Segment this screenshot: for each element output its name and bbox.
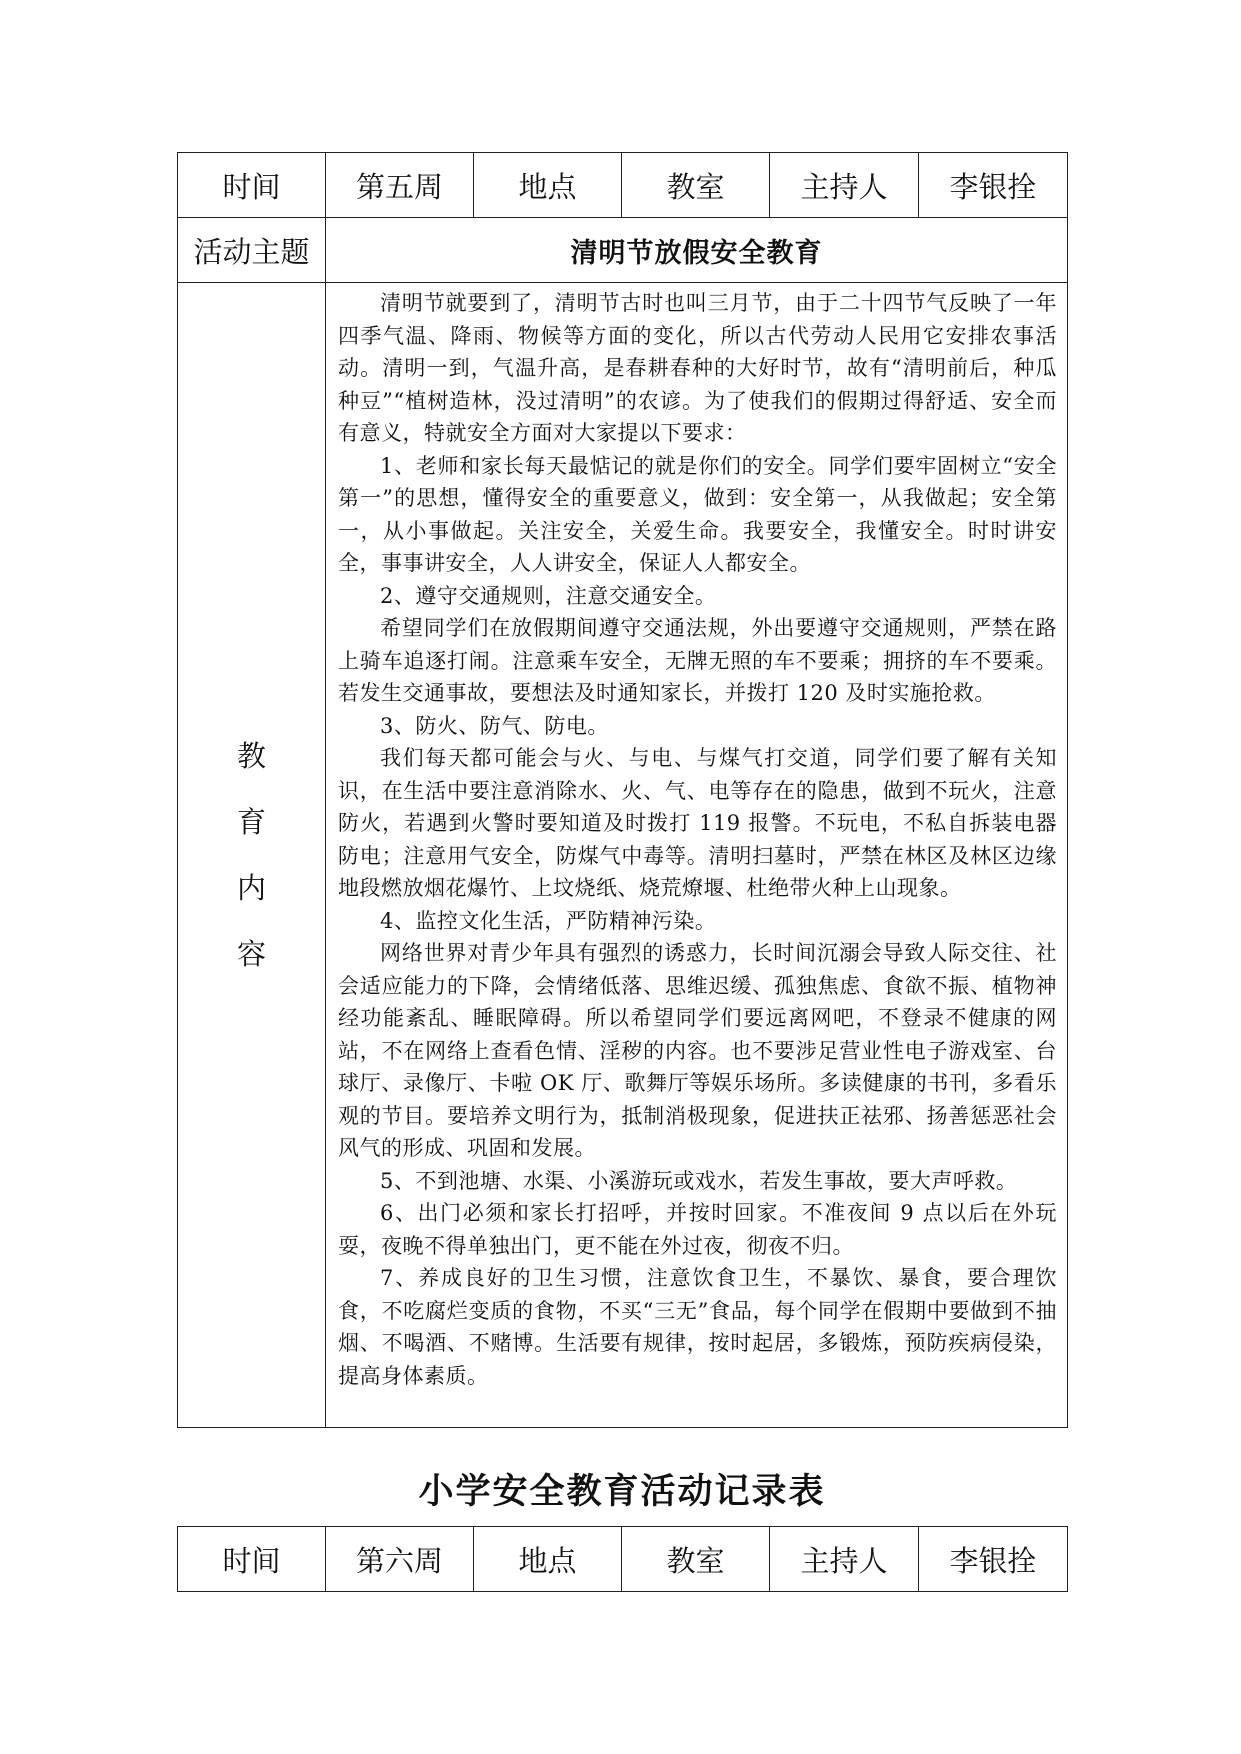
table-header-row xyxy=(178,1527,1068,1592)
content-paragraph-item-5: 5、不到池塘、水渠、小溪游玩或戏水，若发生事故，要大声呼救。 xyxy=(380,1168,1018,1193)
content-paragraph-item-1: 1、老师和家长每天最惦记的就是你们的安全。同学们要牢固树立“安全第一”的思想，懂得安全的重要意义，做到：安全第一，从我做起；安全第一，从小事做起。关注安全，关爱生命。我要安全，我懂安全。时时讲安全，事事讲安全，人人讲安全，保证人人都安全。 xyxy=(338,453,1057,575)
activity-record-table-week5 xyxy=(177,152,1068,1428)
table-header-row xyxy=(178,153,1068,218)
activity-record-table-week6 xyxy=(177,1526,1068,1592)
content-paragraph-item-2-body: 希望同学们在放假期间遵守交通法规，外出要遵守交通规则，严禁在路上骑车追逐打闹。注意乘车安全，无牌无照的车不要乘；拥挤的车不要乘。若发生交通事故，要想法及时通知家长，并拨打 120 及时实施抢救。 xyxy=(338,616,1057,705)
content-paragraph-item-2-heading: 2、遵守交通规则，注意交通安全。 xyxy=(380,583,717,608)
content-paragraph-item-4-body: 网络世界对青少年具有强烈的诱惑力，长时间沉溺会导致人际交往、社会适应能力的下降，会情绪低落、思维迟缓、孤独焦虑、食欲不振、植物神经功能紊乱、睡眠障碍。所以希望同学们要远离网吧，不登录不健康的网站，不在网络上查看色情、淫秽的内容。也不要涉足营业性电子游戏室、台球厅、录像厅、卡啦 OK 厅、歌舞厅等娱乐场所。多读健康的书刊，多看乐观的节目。要培养文明行为，抵制消极现象，促进扶正祛邪、扬善惩恶社会风气的形成、巩固和发展。 xyxy=(338,941,1057,1160)
content-paragraph-item-6: 6、出门必须和家长打招呼，并按时回家。不准夜间 9 点以后在外玩耍，夜晚不得单独出门，更不能在外过夜，彻夜不归。 xyxy=(338,1201,1057,1258)
content-label-char: 教 xyxy=(236,739,266,773)
host-label: 主持人 xyxy=(770,1527,919,1592)
content-paragraph-item-4-heading: 4、监控文化生活，严防精神污染。 xyxy=(380,908,717,933)
theme-value: 清明节放假安全教育 xyxy=(326,218,1068,283)
theme-row xyxy=(178,218,1068,283)
place-label: 地点 xyxy=(474,1527,622,1592)
time-label: 时间 xyxy=(178,1527,326,1592)
place-value: 教室 xyxy=(622,153,770,218)
content-label-char: 容 xyxy=(236,937,266,971)
document-title: 小学安全教育活动记录表 xyxy=(418,1471,826,1512)
content-row xyxy=(178,283,1068,1428)
host-value: 李银拴 xyxy=(919,153,1068,218)
content-paragraph-item-3-heading: 3、防火、防气、防电。 xyxy=(380,713,609,738)
content-label-char: 内 xyxy=(236,871,266,905)
place-label: 地点 xyxy=(474,153,622,218)
host-value: 李银拴 xyxy=(919,1527,1068,1592)
content-paragraph-intro: 清明节就要到了，清明节古时也叫三月节，由于二十四节气反映了一年四季气温、降雨、物候等方面的变化，所以古代劳动人民用它安排农事活动。清明一到，气温升高，是春耕春种的大好时节，故有“清明前后，种瓜种豆”“植树造林，没过清明”的农谚。为了使我们的假期过得舒适、安全而有意义，特就安全方面对大家提以下要求： xyxy=(338,291,1057,445)
time-label: 时间 xyxy=(178,153,326,218)
place-value: 教室 xyxy=(622,1527,770,1592)
time-value: 第六周 xyxy=(326,1527,474,1592)
content-paragraph-item-3-body: 我们每天都可能会与火、与电、与煤气打交道，同学们要了解有关知识，在生活中要注意消除水、火、气、电等存在的隐患，做到不玩火，注意防火，若遇到火警时要知道及时拨打 119 报警。不玩电，不私自拆装电器防电；注意用气安全，防煤气中毒等。清明扫墓时，严禁在林区及林区边缘地段燃放烟花爆竹、上坟烧纸、烧荒燎堰、杜绝带火种上山现象。 xyxy=(338,746,1057,900)
theme-label: 活动主题 xyxy=(178,218,326,283)
content-label-char: 育 xyxy=(236,805,266,839)
host-label: 主持人 xyxy=(770,153,919,218)
content-body xyxy=(326,283,1068,1428)
content-paragraph-item-7: 7、养成良好的卫生习惯，注意饮食卫生，不暴饮、暴食，要合理饮食，不吃腐烂变质的食物，不买“三无”食品，每个同学在假期中要做到不抽烟、不喝酒、不赌博。生活要有规律，按时起居，多锻炼，预防疾病侵染，提高身体素质。 xyxy=(338,1266,1057,1388)
time-value: 第五周 xyxy=(326,153,474,218)
content-label xyxy=(178,283,326,1428)
